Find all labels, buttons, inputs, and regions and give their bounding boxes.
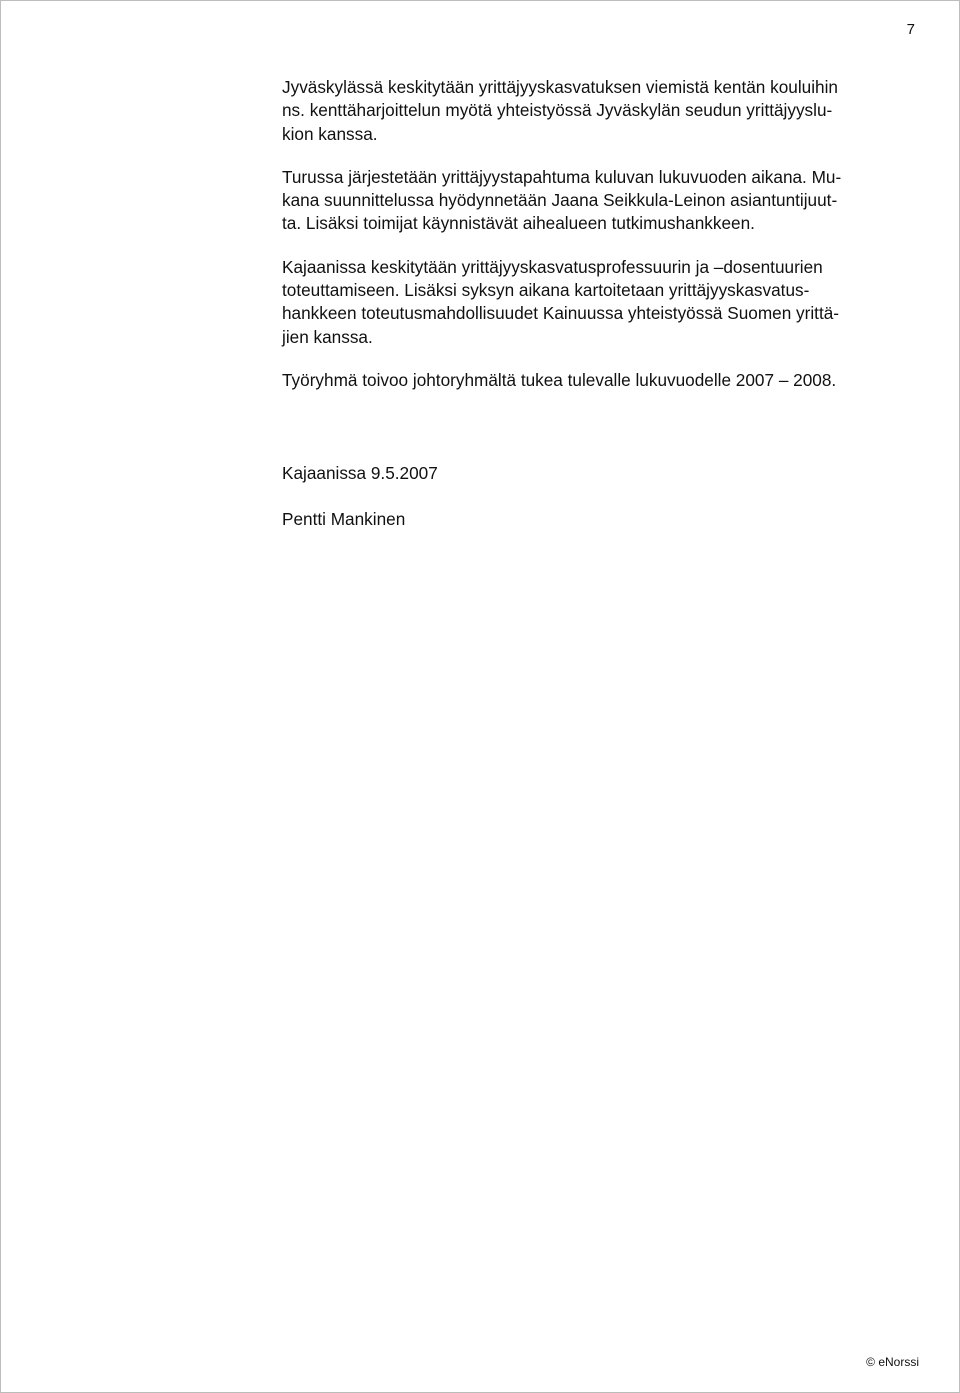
paragraph-kajaani (282, 256, 922, 349)
paragraph-jyvaskyla (282, 76, 922, 146)
signature-name: Pentti Mankinen (282, 509, 406, 529)
paragraph-turku (282, 166, 922, 236)
page-number: 7 (906, 21, 915, 38)
text-line: toteuttamiseen. Lisäksi syksyn aikana kartoitetaan yrittäjyyskasvatus- (282, 280, 810, 301)
text-line: kion kanssa. (282, 123, 378, 144)
text-line: Jyväskylässä keskitytään yrittäjyyskasvatuksen viemistä kentän kouluihin (282, 77, 838, 97)
body-text (282, 76, 922, 412)
text-line: ns. kenttäharjoittelun myötä yhteistyössä Jyväskylän seudun yrittäjyyslu- (282, 100, 833, 121)
paragraph-working-group (282, 369, 922, 392)
text-line: Kajaanissa keskitytään yrittäjyyskasvatusprofessuurin ja –dosentuurien (282, 256, 823, 277)
place-and-date: Kajaanissa 9.5.2007 (282, 463, 438, 483)
footer-copyright: © eNorssi (866, 1355, 919, 1369)
text-line: Työryhmä toivoo johtoryhmältä tukea tulevalle lukuvuodelle 2007 – 2008. (282, 369, 837, 390)
text-line: hankkeen toteutusmahdollisuudet Kainuussa yhteistyössä Suomen yrittä- (282, 303, 840, 324)
text-line: ta. Lisäksi toimijat käynnistävät aihealueen tutkimushankkeen. (282, 213, 755, 234)
text-line: jien kanssa. (282, 326, 373, 347)
text-line: Turussa järjestetään yrittäjyystapahtuma kuluvan lukuvuoden aikana. Mu- (282, 166, 842, 187)
text-line: kana suunnittelussa hyödynnetään Jaana Seikkula-Leinon asiantuntijuut- (282, 190, 838, 211)
